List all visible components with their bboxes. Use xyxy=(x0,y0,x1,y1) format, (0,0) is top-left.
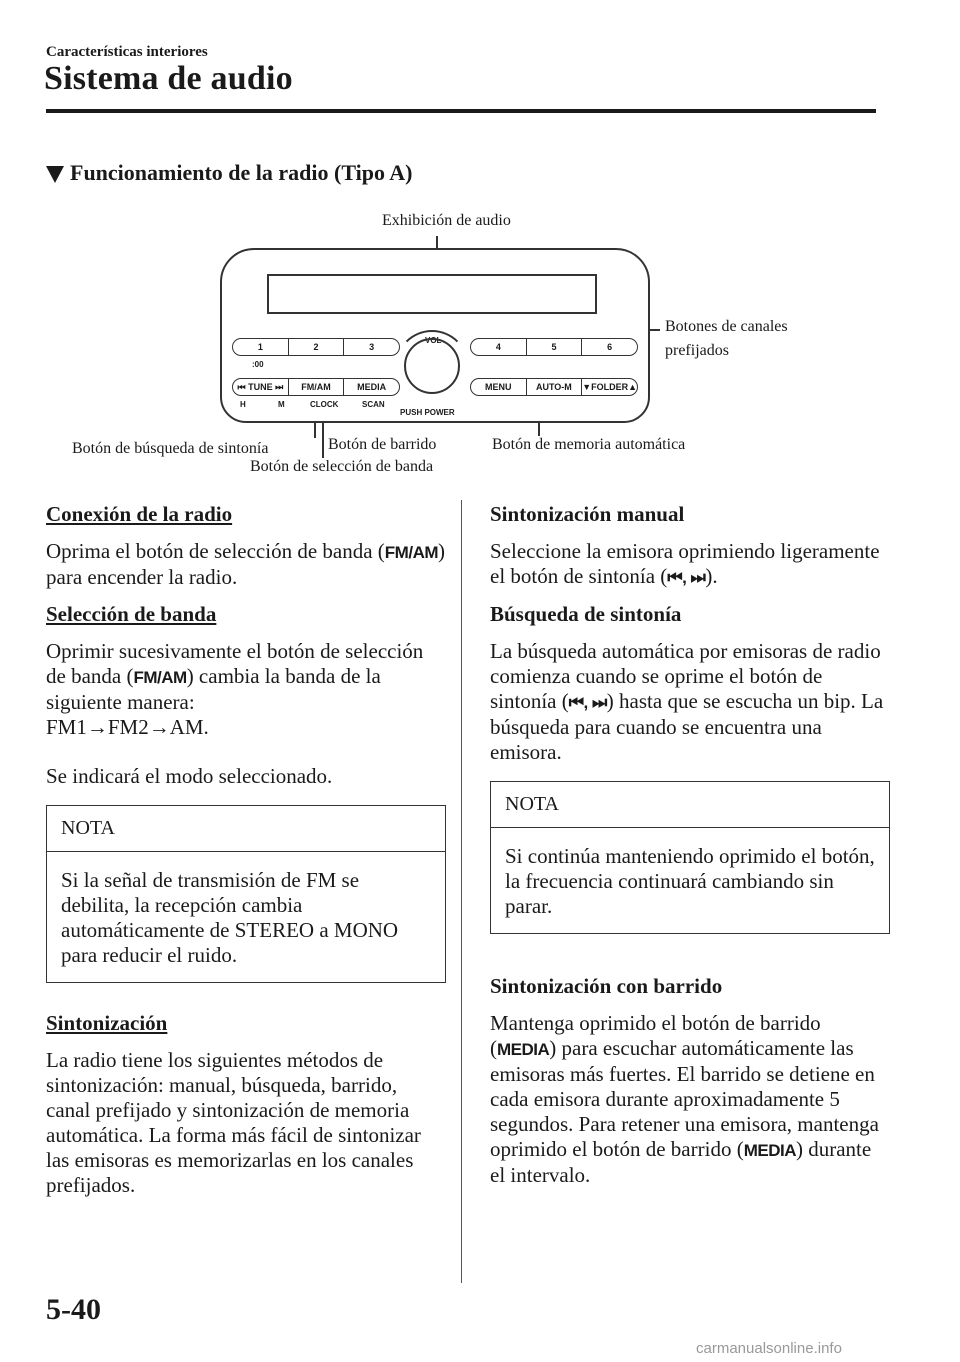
right-column xyxy=(490,502,890,1200)
tune-button[interactable]: ⏮ TUNE ⏭ xyxy=(233,379,289,395)
heading-tuning: Sintonización xyxy=(46,1011,168,1035)
paragraph: Se indicará el modo seleccionado. xyxy=(46,764,333,788)
watermark: carmanualsonline.info xyxy=(696,1340,842,1357)
function-row-right xyxy=(470,378,638,396)
preset-row-right xyxy=(470,338,638,356)
note-box xyxy=(46,805,446,983)
heading-scan-tuning: Sintonización con barrido xyxy=(490,974,723,998)
note-text: Si continúa manteniendo oprimido el botón, la frecuencia continuará cambiando sin parar. xyxy=(505,844,875,918)
sub-m: M xyxy=(278,400,285,409)
column-divider xyxy=(461,500,462,1283)
tune-icons: ⏮, ⏭ xyxy=(568,693,607,712)
paragraph: La radio tiene los siguientes métodos de sintonización: manual, búsqueda, barrido, canal prefijado y sintonización de memoria automática. La forma más fácil de sintonizar las emisoras es memorizarlas en los canales prefijados. xyxy=(46,1048,421,1197)
page-title: Sistema de audio xyxy=(44,60,293,97)
heading-seek-tuning: Búsqueda de sintonía xyxy=(490,602,682,626)
label-presets-1: Botones de canales xyxy=(665,318,788,335)
note-box xyxy=(490,781,890,934)
breadcrumb: Características interiores xyxy=(46,44,208,60)
preset-6-button[interactable]: 6 xyxy=(607,342,613,352)
sub-clock: CLOCK xyxy=(310,400,339,409)
volume-knob[interactable] xyxy=(404,338,460,394)
label-presets-2: prefijados xyxy=(665,342,729,359)
note-text: Si la señal de transmisión de FM se debilita, la recepción cambia automáticamente de STEREO a MONO para reducir el ruido. xyxy=(61,868,399,967)
sub-00: :00 xyxy=(252,360,264,369)
label-automem: Botón de memoria automática xyxy=(492,436,686,453)
audio-display xyxy=(267,274,597,314)
heading-band-select: Selección de banda xyxy=(46,602,217,626)
preset-row-left xyxy=(232,338,400,356)
paragraph: Seleccione la emisora oprimiendo ligeramente el botón de sintonía (⏮, ⏭). xyxy=(490,539,880,588)
label-scan: Botón de barrido xyxy=(328,436,437,453)
note-heading: NOTA xyxy=(47,806,445,852)
page-number: 5-40 xyxy=(46,1293,101,1326)
label-seek: Botón de búsqueda de sintonía xyxy=(72,440,269,457)
sub-h: H xyxy=(240,400,246,409)
menu-button[interactable]: MENU xyxy=(471,379,527,395)
tune-icons: ⏮, ⏭ xyxy=(667,568,706,587)
fm-am-chip: FM/AM xyxy=(133,668,187,687)
section-heading xyxy=(46,160,412,186)
preset-5-button[interactable]: 5 xyxy=(527,339,583,355)
left-column xyxy=(46,502,446,1210)
preset-1-button[interactable]: 1 xyxy=(233,339,289,355)
media-chip: MEDIA xyxy=(743,1141,796,1160)
triangle-down-icon xyxy=(46,166,64,183)
radio-diagram xyxy=(60,200,840,485)
function-row-left xyxy=(232,378,400,396)
push-power-label: PUSH POWER xyxy=(400,408,455,417)
paragraph: Oprimir sucesivamente el botón de selección de banda (FM/AM) cambia la banda de la siguiente manera: FM1→FM2→AM. xyxy=(46,639,424,739)
label-band: Botón de selección de banda xyxy=(250,458,434,475)
preset-4-button[interactable]: 4 xyxy=(471,339,527,355)
fm-am-button[interactable]: FM/AM xyxy=(289,379,345,395)
title-rule xyxy=(46,109,876,113)
media-button[interactable]: MEDIA xyxy=(357,382,387,392)
paragraph: Mantenga oprimido el botón de barrido (MEDIA) para escuchar automáticamente las emisoras más fuertes. El barrido se detiene en cada emisora durante aproximadamente 5 segundos. Para retener una emisora, mantenga oprimido el botón de barrido (MEDIA) durante el intervalo. xyxy=(490,1011,879,1187)
preset-2-button[interactable]: 2 xyxy=(289,339,345,355)
heading-manual-tuning: Sintonización manual xyxy=(490,502,685,526)
paragraph: Oprima el botón de selección de banda (FM/AM) para encender la radio. xyxy=(46,539,446,589)
heading-radio-on: Conexión de la radio xyxy=(46,502,233,526)
note-heading: NOTA xyxy=(491,782,889,828)
label-audio-display: Exhibición de audio xyxy=(382,212,511,229)
radio-unit xyxy=(220,248,650,423)
media-chip: MEDIA xyxy=(497,1040,550,1059)
sub-scan: SCAN xyxy=(362,400,385,409)
preset-3-button[interactable]: 3 xyxy=(369,342,375,352)
paragraph: La búsqueda automática por emisoras de radio comienza cuando se oprime el botón de sintonía (⏮, ⏭) hasta que se escucha un bip. La búsqueda para cuando se encuentra una emisora. xyxy=(490,639,884,764)
folder-button[interactable]: ▼FOLDER▲ xyxy=(582,382,638,392)
fm-am-chip: FM/AM xyxy=(384,543,439,562)
vol-label: VOL xyxy=(425,336,442,345)
section-title: Funcionamiento de la radio (Tipo A) xyxy=(70,160,413,185)
auto-m-button[interactable]: AUTO-M xyxy=(527,379,583,395)
